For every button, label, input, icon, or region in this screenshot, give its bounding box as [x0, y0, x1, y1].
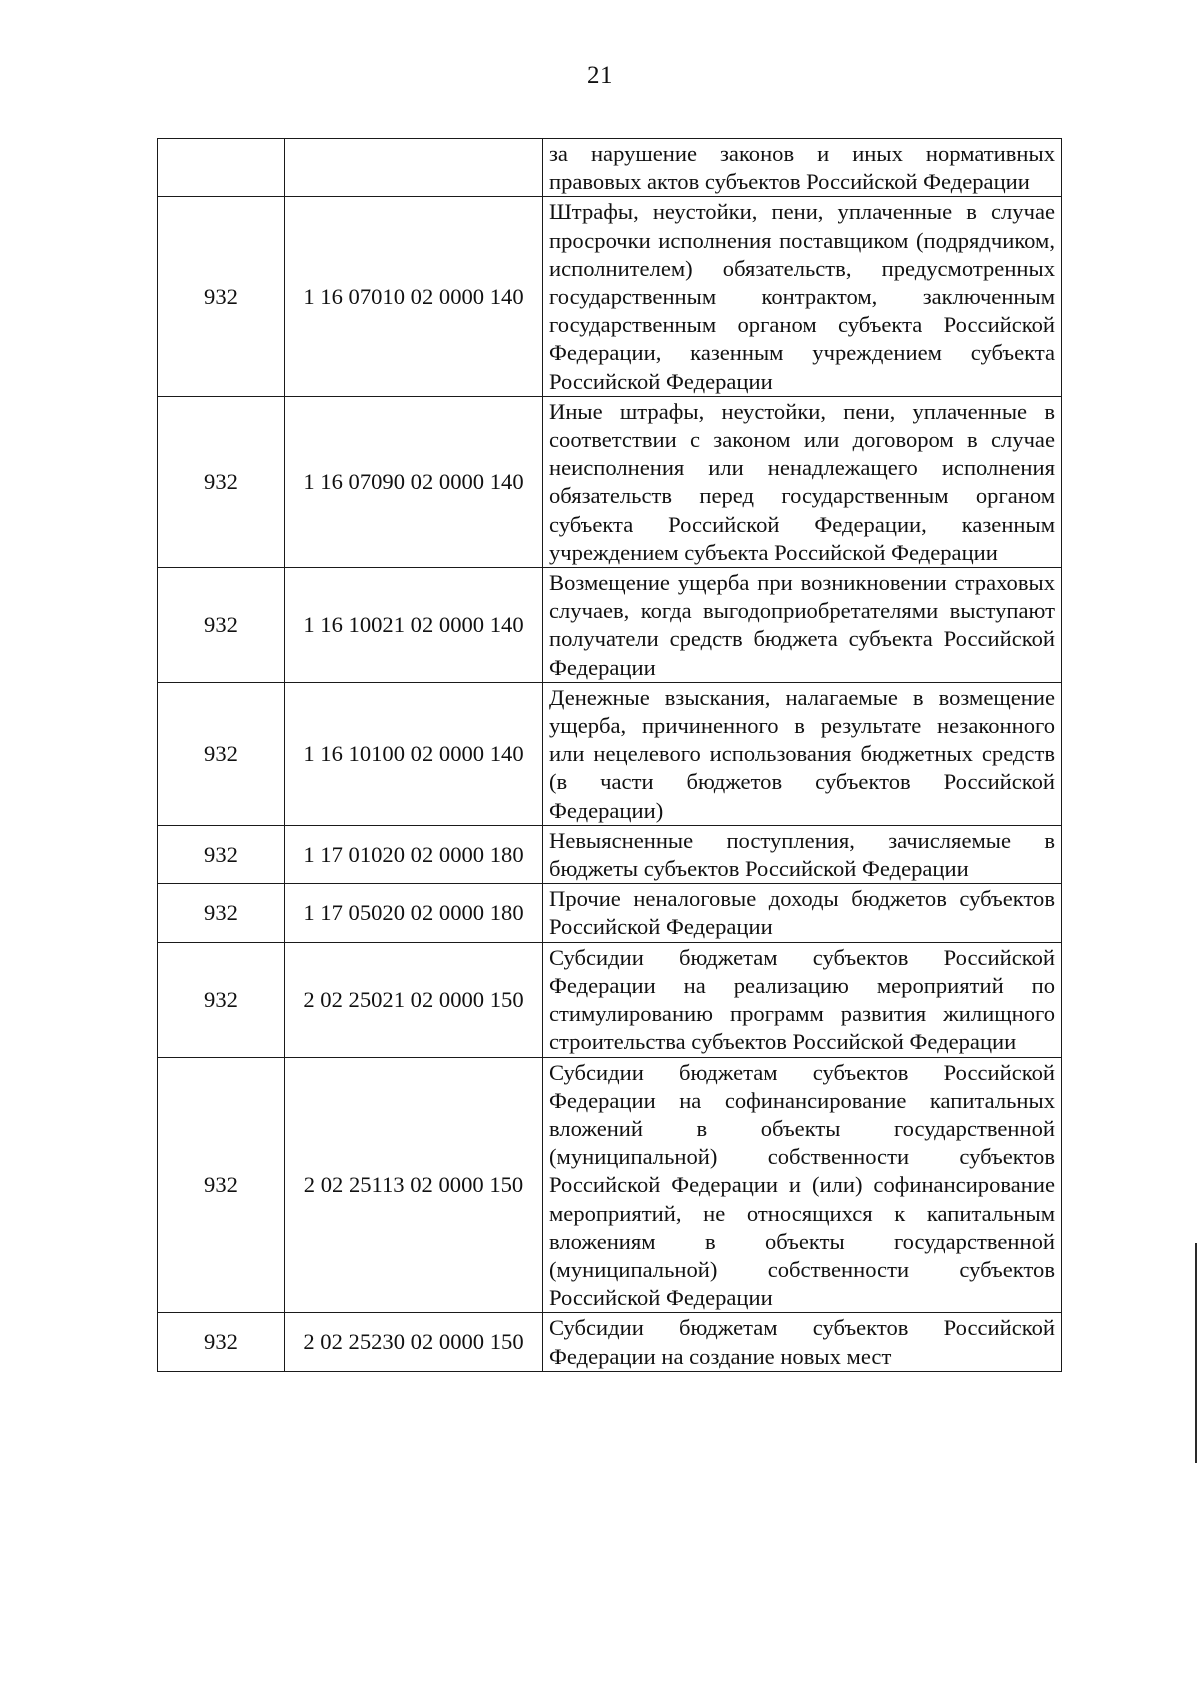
admin-code-cell: 932 — [158, 396, 285, 567]
admin-code-cell: 932 — [158, 1057, 285, 1313]
income-code-cell: 1 16 10100 02 0000 140 — [285, 682, 543, 825]
admin-code-cell — [158, 139, 285, 197]
budget-classification-table — [157, 138, 1062, 1372]
admin-code-cell: 932 — [158, 568, 285, 683]
income-description-cell: Штрафы, неустойки, пени, уплаченные в случае просрочки исполнения поставщиком (подрядчиком, исполнителем) обязательств, предусмотренных государственным контрактом, заключенным государственным органом субъекта Российской Федерации, казенным учреждением субъекта Российской Федерации — [543, 197, 1062, 396]
income-description-cell: Возмещение ущерба при возникновении страховых случаев, когда выгодоприобретателями выступают получатели средств бюджета субъекта Российской Федерации — [543, 568, 1062, 683]
table-row — [158, 884, 1062, 942]
income-code-cell: 1 17 01020 02 0000 180 — [285, 825, 543, 883]
income-code-cell — [285, 139, 543, 197]
income-description-cell: Невыясненные поступления, зачисляемые в бюджеты субъектов Российской Федерации — [543, 825, 1062, 883]
admin-code-cell: 932 — [158, 942, 285, 1057]
income-description-cell: Денежные взыскания, налагаемые в возмещение ущерба, причиненного в результате незаконного или нецелевого использования бюджетных средств (в части бюджетов субъектов Российской Федерации) — [543, 682, 1062, 825]
table-row — [158, 1057, 1062, 1313]
income-code-cell: 1 17 05020 02 0000 180 — [285, 884, 543, 942]
admin-code-cell: 932 — [158, 1313, 285, 1371]
table-row — [158, 197, 1062, 396]
table-row — [158, 139, 1062, 197]
table-row — [158, 825, 1062, 883]
table-row — [158, 396, 1062, 567]
scan-edge-mark — [1195, 1243, 1197, 1463]
income-code-cell: 1 16 07090 02 0000 140 — [285, 396, 543, 567]
page-number: 21 — [587, 62, 613, 89]
income-code-cell: 1 16 07010 02 0000 140 — [285, 197, 543, 396]
admin-code-cell: 932 — [158, 682, 285, 825]
income-description-cell: Прочие неналоговые доходы бюджетов субъектов Российской Федерации — [543, 884, 1062, 942]
admin-code-cell: 932 — [158, 197, 285, 396]
table-row — [158, 568, 1062, 683]
income-description-cell: Субсидии бюджетам субъектов Российской Федерации на создание новых мест — [543, 1313, 1062, 1371]
income-code-cell: 2 02 25021 02 0000 150 — [285, 942, 543, 1057]
admin-code-cell: 932 — [158, 884, 285, 942]
income-description-cell: Иные штрафы, неустойки, пени, уплаченные в соответствии с законом или договором в случае неисполнения или ненадлежащего исполнения обязательств перед государственным органом субъекта Российской Федерации, казенным учреждением субъекта Российской Федерации — [543, 396, 1062, 567]
table-row — [158, 682, 1062, 825]
income-description-cell: за нарушение законов и иных нормативных правовых актов субъектов Российской Федерации — [543, 139, 1062, 197]
table-row — [158, 942, 1062, 1057]
income-description-cell: Субсидии бюджетам субъектов Российской Федерации на софинансирование капитальных вложений в объекты государственной (муниципальной) собственности субъектов Российской Федерации и (или) софинансирование мероприятий, не относящихся к капитальным вложениям в объекты государственной (муниципальной) собственности субъектов Российской Федерации — [543, 1057, 1062, 1313]
admin-code-cell: 932 — [158, 825, 285, 883]
income-description-cell: Субсидии бюджетам субъектов Российской Федерации на реализацию мероприятий по стимулированию программ развития жилищного строительства субъектов Российской Федерации — [543, 942, 1062, 1057]
table-row — [158, 1313, 1062, 1371]
income-code-cell: 1 16 10021 02 0000 140 — [285, 568, 543, 683]
income-code-cell: 2 02 25113 02 0000 150 — [285, 1057, 543, 1313]
income-code-cell: 2 02 25230 02 0000 150 — [285, 1313, 543, 1371]
